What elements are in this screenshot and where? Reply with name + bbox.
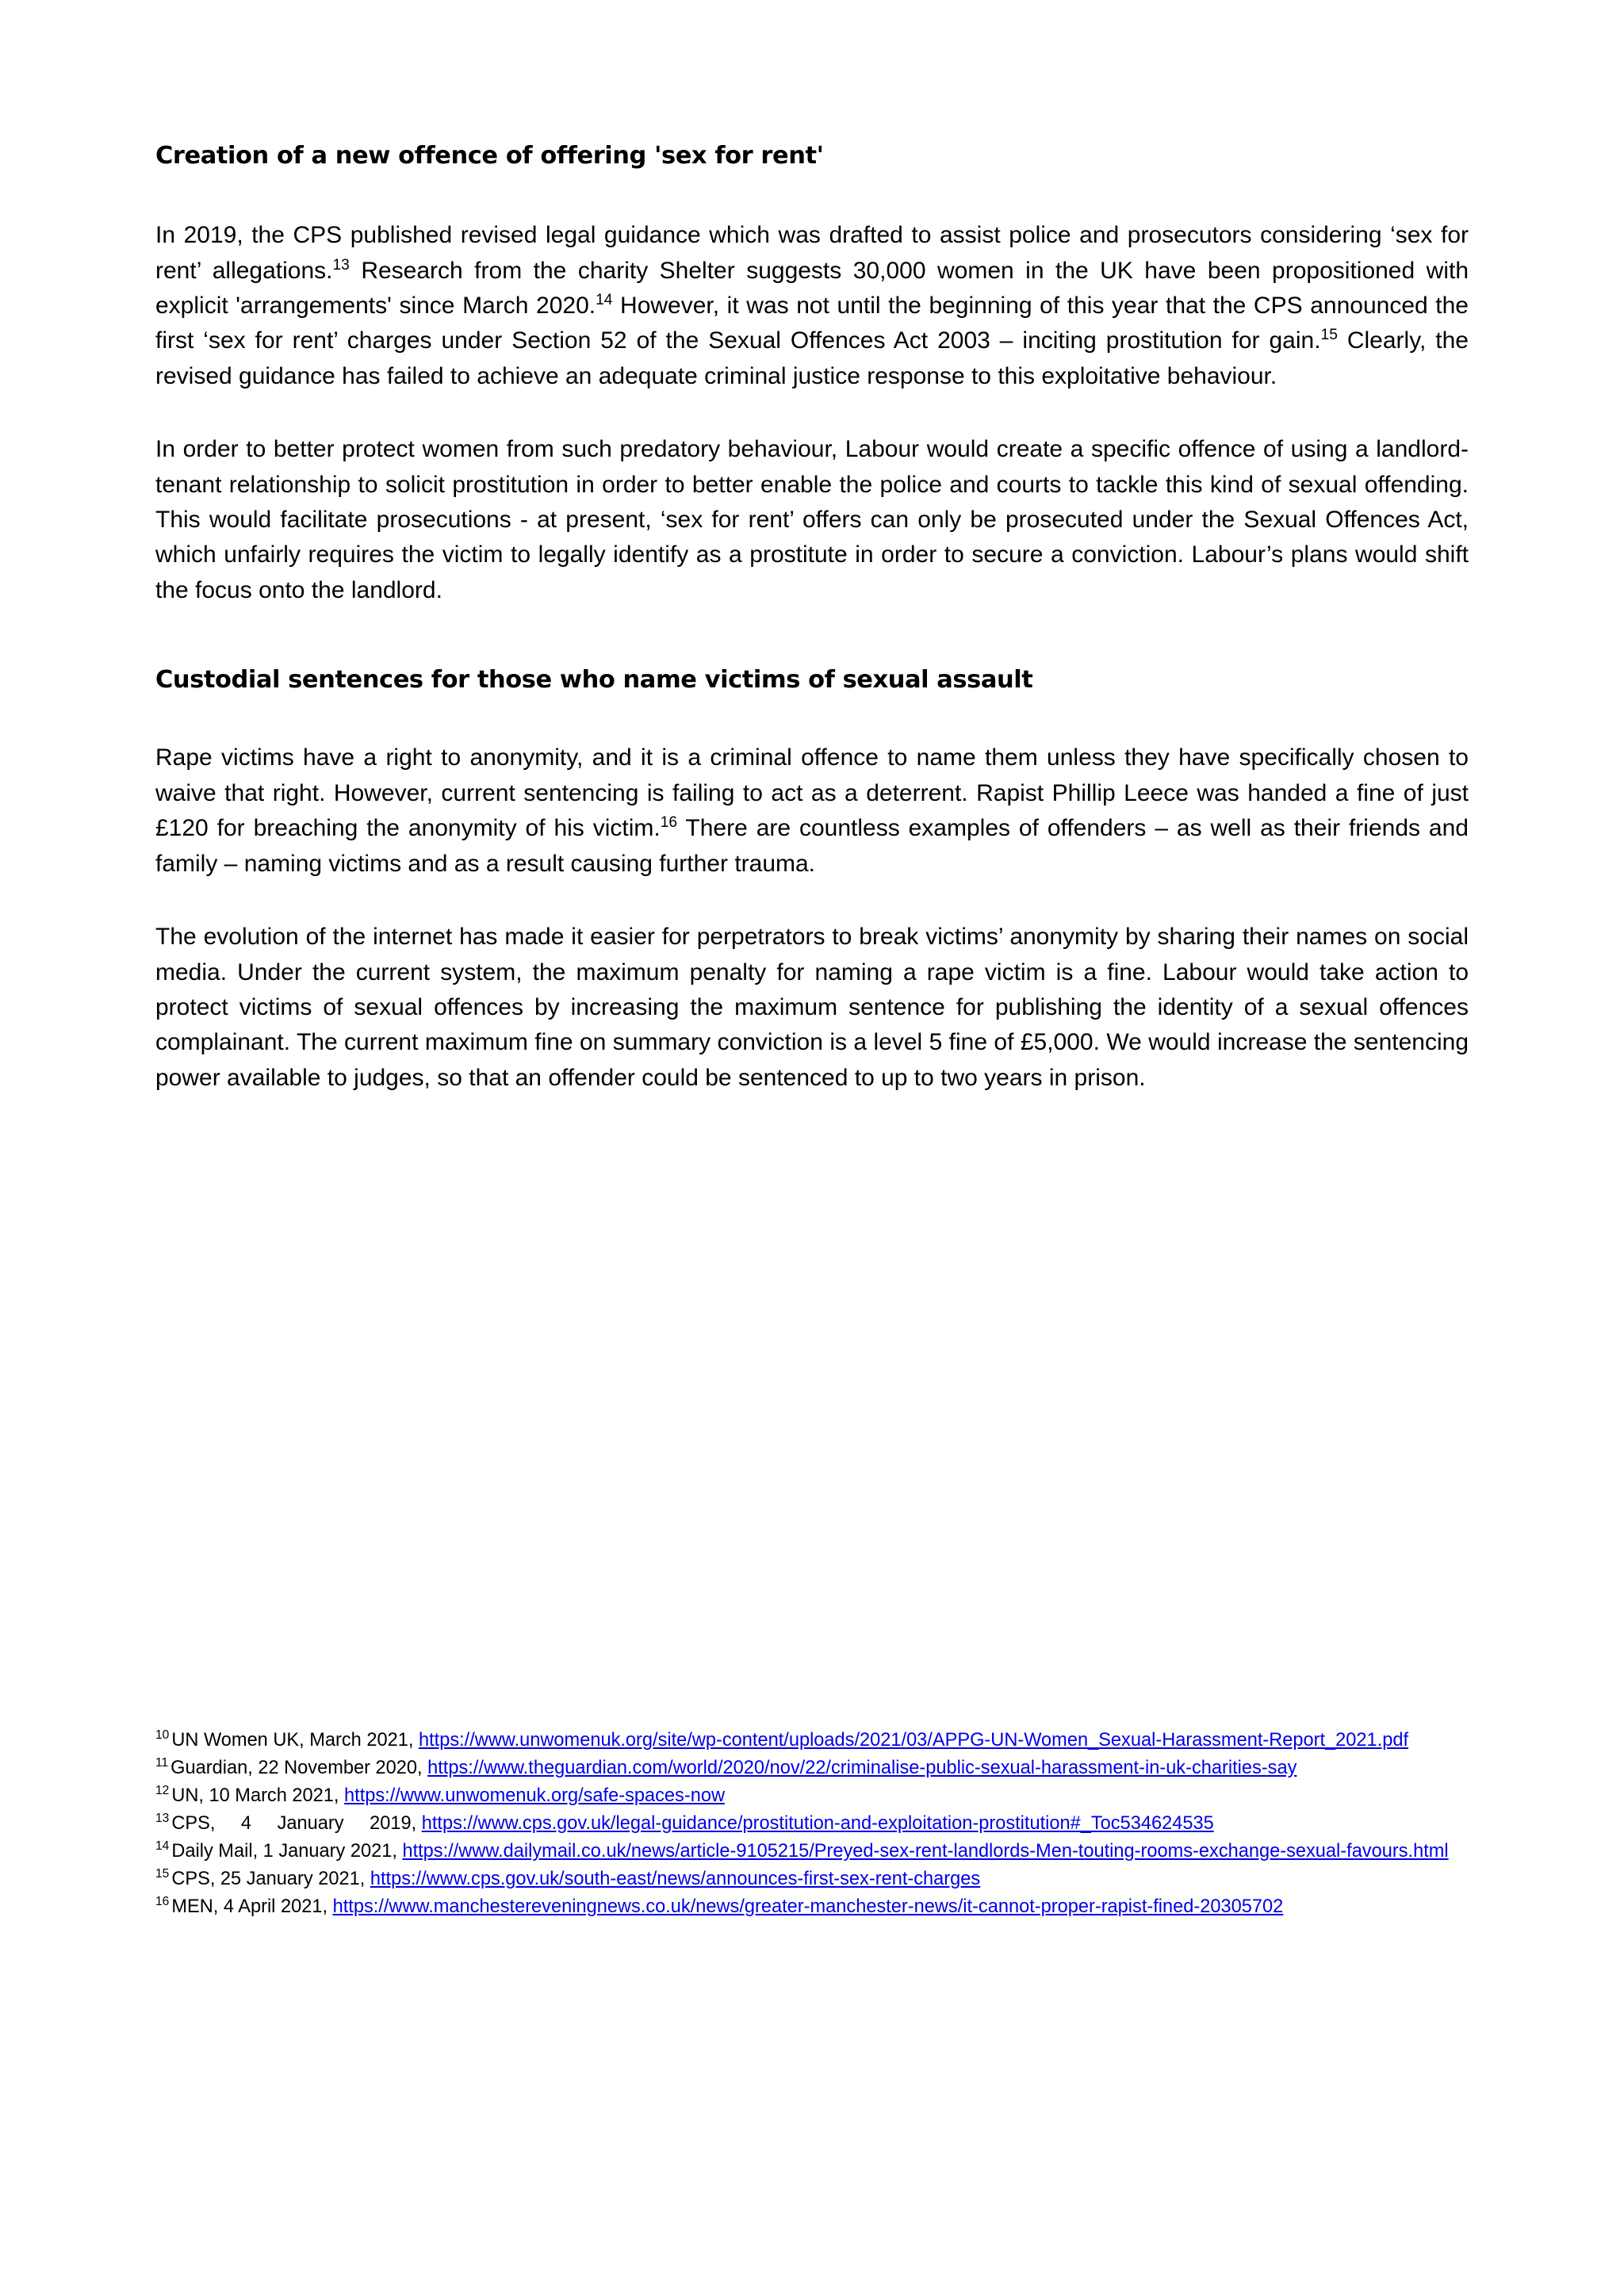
footnote-number: 13 — [155, 1812, 170, 1826]
footnote-source: MEN, 4 April 2021, — [171, 1896, 328, 1917]
footnote-ref-15[interactable]: 15 — [1320, 327, 1338, 344]
section-heading-sex-for-rent: Creation of a new offence of offering 'sex for rent' — [155, 142, 824, 170]
footnotes-section — [155, 1727, 1472, 1921]
footnote-16 — [155, 1893, 1472, 1921]
footnote-13 — [155, 1810, 1472, 1838]
footnote-link[interactable]: https://www.cps.gov.uk/south-east/news/announces-first-sex-rent-charges — [370, 1869, 981, 1889]
footnote-number: 11 — [155, 1756, 169, 1770]
footnote-number: 15 — [155, 1867, 170, 1881]
paragraph-text: However, it was not until the beginning of this year that the CPS announced the first ‘sex for rent’ charges under Section 52 of the Sexual Offences Act 2003 – inciting prostitution for gain. — [155, 293, 1469, 354]
paragraph-text: In 2019, the CPS published revised legal guidance which was drafted to assist police and prosecutors considering ‘sex for rent’ allegations. — [155, 222, 1469, 284]
footnote-link[interactable]: https://www.dailymail.co.uk/news/article-9105215/Preyed-sex-rent-landlords-Men-touting-rooms-exchange-sexual-favours.html — [402, 1841, 1449, 1862]
paragraph-text: There are countless examples of offenders – as well as their friends and family – naming victims and as a result causing further trauma. — [155, 815, 1469, 877]
footnote-number: 12 — [155, 1784, 170, 1798]
footnote-12 — [155, 1782, 1472, 1810]
footnote-11 — [155, 1755, 1472, 1782]
footnote-source: Guardian, 22 November 2020, — [170, 1758, 423, 1778]
paragraph-custodial-2: The evolution of the internet has made it easier for perpetrators to break victims’ anonymity by sharing their names on social media. Under the current system, the maximum penalty for naming a rape victim is a fine. Labour would take action to protect victims of sexual offences by increasing the maximum sentence for publishing the identity of a sexual offences complainant. The current maximum fine on summary conviction is a level 5 fine of £5,000. We would increase the sentencing power available to judges, so that an offender could be sentenced to up to two years in prison. — [155, 924, 1469, 1091]
footnote-source: UN Women UK, March 2021, — [171, 1730, 414, 1751]
paragraph-text: Clearly, the revised guidance has failed to achieve an adequate criminal justice response to this exploitative behaviour. — [155, 327, 1469, 389]
footnote-source: CPS, 25 January 2021, — [171, 1869, 366, 1889]
paragraph-custodial-1 — [155, 740, 1469, 882]
footnote-ref-13[interactable]: 13 — [332, 256, 350, 274]
document-body — [155, 141, 1469, 1096]
footnote-source: Daily Mail, 1 January 2021, — [171, 1841, 397, 1862]
footnote-15 — [155, 1866, 1472, 1893]
footnote-number: 14 — [155, 1839, 170, 1854]
footnote-number: 10 — [155, 1728, 170, 1743]
footnote-link[interactable]: https://www.cps.gov.uk/legal-guidance/prostitution-and-exploitation-prostitution#_Toc534624535 — [421, 1813, 1214, 1834]
footnote-link[interactable]: https://www.unwomenuk.org/site/wp-content/uploads/2021/03/APPG-UN-Women_Sexual-Harassment-Report_2021.pdf — [418, 1730, 1409, 1751]
footnote-link[interactable]: https://www.theguardian.com/world/2020/nov/22/criminalise-public-sexual-harassment-in-uk-charities-say — [427, 1758, 1297, 1778]
footnote-14 — [155, 1838, 1472, 1866]
footnote-ref-16[interactable]: 16 — [660, 814, 678, 832]
footnote-ref-14[interactable]: 14 — [596, 292, 613, 309]
footnote-10 — [155, 1727, 1472, 1755]
paragraph-text: Rape victims have a right to anonymity, and it is a criminal offence to name them unless they have specifically chosen to waive that right. However, current sentencing is failing to act as a deterrent. Rapist Phillip Leece was handed a fine of just £120 for breaching the anonymity of his victim. — [155, 744, 1469, 842]
paragraph-text: Research from the charity Shelter suggests 30,000 women in the UK have been propositioned with explicit 'arrangements' since March 2020. — [155, 257, 1469, 320]
footnote-number: 16 — [155, 1895, 170, 1909]
paragraph-sex-for-rent-2: In order to better protect women from such predatory behaviour, Labour would create a specific offence of using a landlord-tenant relationship to solicit prostitution in order to better enable the police and courts to tackle this kind of sexual offending. This would facilitate prosecutions - at present, ‘sex for rent’ offers can only be prosecuted under the Sexual Offences Act, which unfairly requires the victim to legally identify as a prostitute in order to secure a conviction. Labour’s plans would shift the focus onto the landlord. — [155, 436, 1469, 603]
footnote-link[interactable]: https://www.unwomenuk.org/safe-spaces-now — [344, 1785, 725, 1806]
footnote-source: UN, 10 March 2021, — [171, 1785, 339, 1806]
section-heading-custodial-sentences: Custodial sentences for those who name victims of sexual assault — [155, 666, 1033, 695]
footnote-source: CPS, 4 January 2019, — [171, 1813, 417, 1834]
footnote-link[interactable]: https://www.manchestereveningnews.co.uk/news/greater-manchester-news/it-cannot-proper-rapist-fined-20305702 — [332, 1896, 1284, 1917]
paragraph-sex-for-rent-1 — [155, 218, 1469, 394]
